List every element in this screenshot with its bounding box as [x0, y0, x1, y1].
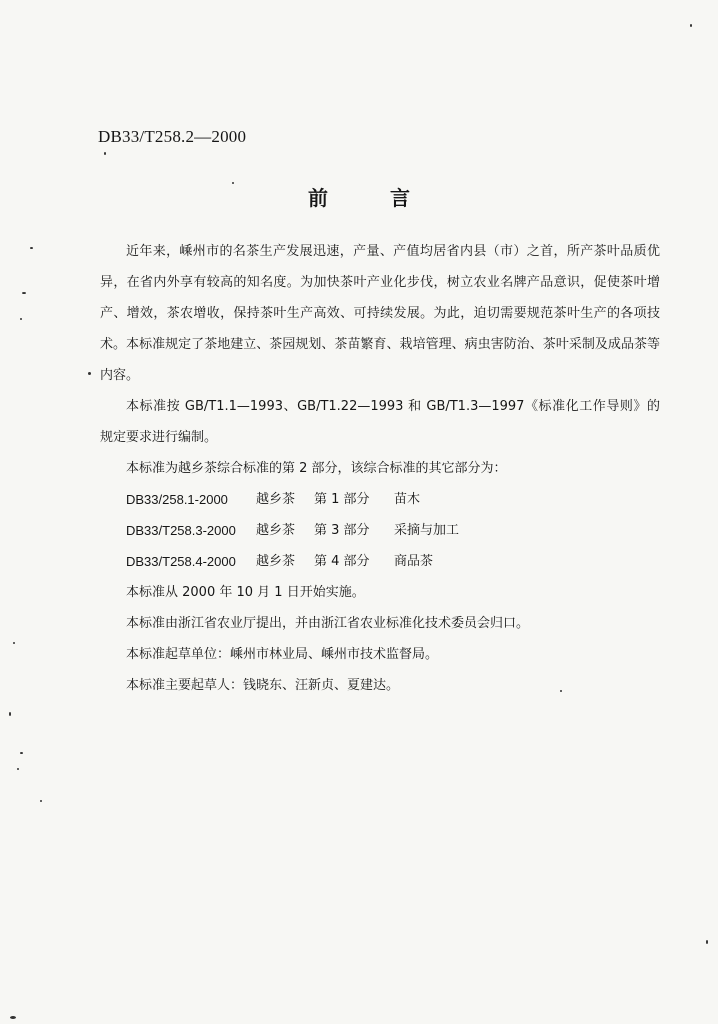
scan-speck: [20, 318, 22, 320]
part-code: DB33/258.1-2000: [126, 492, 228, 507]
scan-speck: [20, 752, 23, 754]
scan-speck: [706, 940, 708, 944]
scan-speck: [9, 712, 11, 716]
paragraph-drafting-rules: 本标准按 GB/T1.1—1993、GB/T1.22—1993 和 GB/T1.3—1997《标准化工作导则》的规定要求进行编制。: [100, 399, 660, 445]
scan-speck: [104, 152, 106, 155]
part-number: 第 1 部分: [314, 492, 370, 507]
foreword-body: [100, 236, 660, 701]
scan-speck: [22, 292, 26, 294]
scan-speck: [690, 24, 692, 27]
page-heading: [0, 182, 718, 211]
part-title: 商品茶: [394, 554, 434, 569]
paragraph-effective-date: 本标准从 2000 年 10 月 1 日开始实施。: [126, 585, 365, 600]
heading-char-2: 言: [390, 186, 410, 210]
scan-speck: [88, 372, 91, 375]
list-item: [100, 484, 660, 515]
scan-speck: [13, 642, 15, 644]
paragraph-background: 近年来，嵊州市的名茶生产发展迅速，产量、产值均居省内县（市）之首，所产茶叶品质优异，在省内外享有较高的知名度。为加快茶叶产业化步伐，树立农业名牌产品意识，促使茶叶增产、增效，茶农增收，保持茶叶生产高效、可持续发展。为此，迫切需要规范茶叶生产的各项技术。本标准规定了茶地建立、茶园规划、茶苗繁育、栽培管理、病虫害防治、茶叶采制及成品茶等内容。: [100, 244, 660, 383]
part-number: 第 4 部分: [314, 554, 370, 569]
part-number: 第 3 部分: [314, 523, 370, 538]
part-name: 越乡茶: [256, 492, 296, 507]
paragraph-drafting-units: 本标准起草单位：嵊州市林业局、嵊州市技术监督局。: [126, 647, 439, 662]
scan-speck: [560, 690, 562, 692]
scan-speck: [232, 182, 234, 184]
list-item: [100, 515, 660, 546]
paragraph-drafters: 本标准主要起草人：钱晓东、汪新贞、夏建达。: [126, 678, 400, 693]
list-item: [100, 546, 660, 577]
heading-char-1: 前: [308, 186, 328, 210]
part-title: 苗木: [394, 492, 421, 507]
scan-speck: [40, 800, 42, 802]
standard-parts-list: [100, 484, 660, 577]
part-name: 越乡茶: [256, 554, 296, 569]
part-title: 采摘与加工: [394, 523, 460, 538]
scan-speck: [10, 1016, 16, 1019]
scan-speck: [17, 768, 19, 770]
scan-speck: [30, 247, 33, 249]
paragraph-series-intro: 本标准为越乡茶综合标准的第 2 部分，该综合标准的其它部分为：: [126, 461, 507, 476]
standard-number: DB33/T258.2—2000: [98, 127, 247, 146]
part-name: 越乡茶: [256, 523, 296, 538]
paragraph-proposer: 本标准由浙江省农业厅提出，并由浙江省农业标准化技术委员会归口。: [126, 616, 530, 631]
part-code: DB33/T258.4-2000: [126, 554, 236, 569]
part-code: DB33/T258.3-2000: [126, 523, 236, 538]
